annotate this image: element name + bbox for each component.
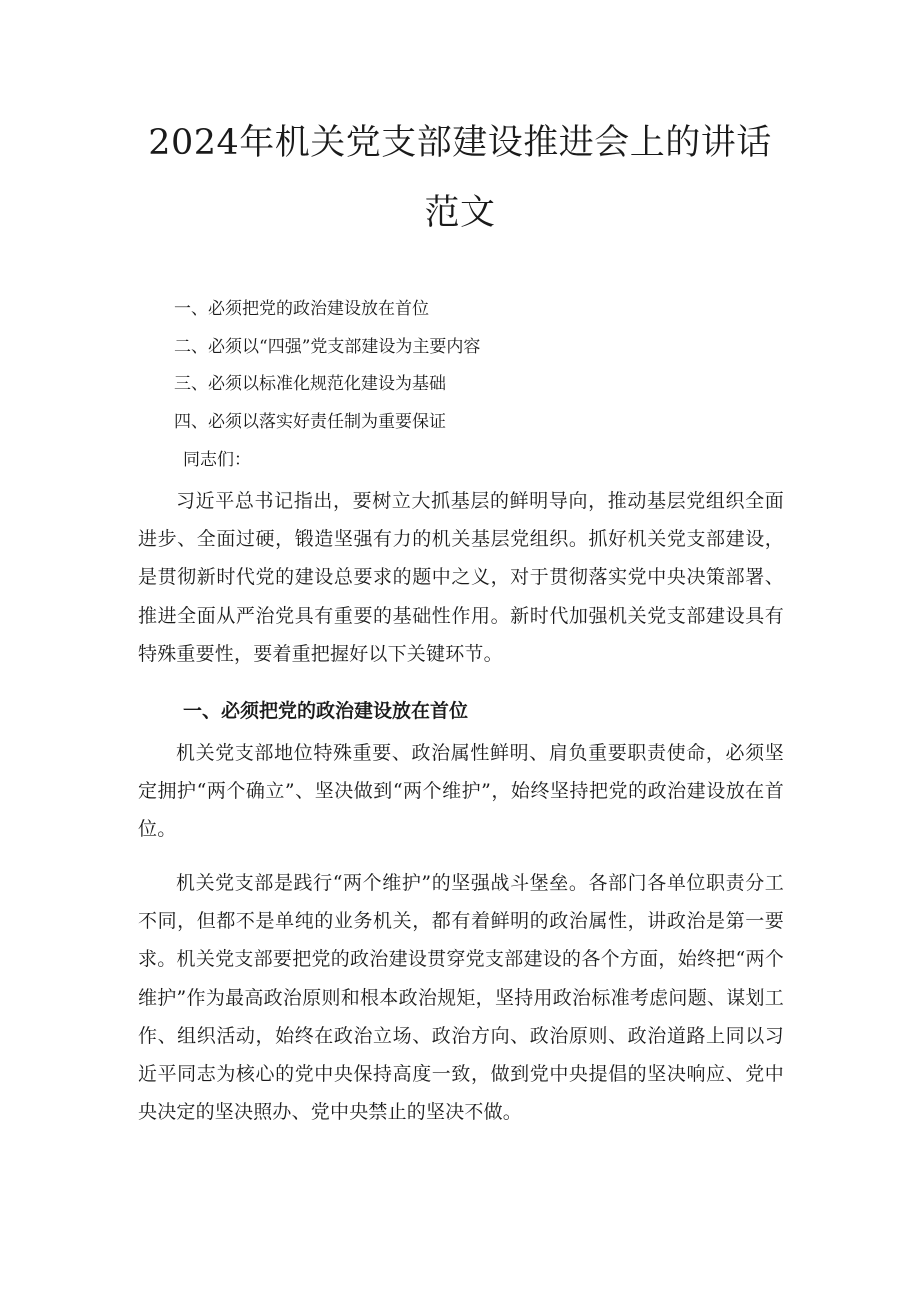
document-title: 2024年机关党支部建设推进会上的讲话范文 (148, 123, 772, 233)
paragraph-section1-a: 机关党支部地位特殊重要、政治属性鲜明、肩负重要职责使命，必须坚定拥护“两个确立”、坚决做到“两个维护”，始终坚持把党的政治建设放在首位。 (138, 742, 784, 841)
toc-item-2: 二、必须以“四强”党支部建设为主要内容 (174, 336, 481, 357)
paragraph-intro: 习近平总书记指出，要树立大抓基层的鲜明导向，推动基层党组织全面进步、全面过硬，锻造坚强有力的机关基层党组织。抓好机关党支部建设，是贯彻新时代党的建设总要求的题中之义，对于贯彻落实党中央决策部署、推进全面从严治党具有重要的基础性作用。新时代加强机关党支部建设具有特殊重要性，要着重把握好以下关键环节。 (138, 490, 784, 665)
toc-item-3: 三、必须以标准化规范化建设为基础 (174, 374, 446, 394)
table-of-contents (174, 291, 814, 441)
section-heading-1: 一、必须把党的政治建设放在首位 (183, 700, 469, 722)
paragraph-section1-b: 机关党支部是践行“两个维护”的坚强战斗堡垒。各部门各单位职责分工不同，但都不是单纯的业务机关，都有着鲜明的政治属性，讲政治是第一要求。机关党支部要把党的政治建设贯穿党支部建设的各个方面，始终把“两个维护”作为最高政治原则和根本政治规矩，坚持用政治标准考虑问题、谋划工作、组织活动，始终在政治立场、政治方向、政治原则、政治道路上同以习近平同志为核心的党中央保持高度一致，做到党中央提倡的坚决响应、党中央决定的坚决照办、党中央禁止的坚决不做。 (138, 872, 784, 1124)
greeting: 同志们： (183, 450, 251, 470)
toc-item-4: 四、必须以落实好责任制为重要保证 (174, 411, 446, 432)
toc-item-1: 一、必须把党的政治建设放在首位 (174, 299, 429, 319)
